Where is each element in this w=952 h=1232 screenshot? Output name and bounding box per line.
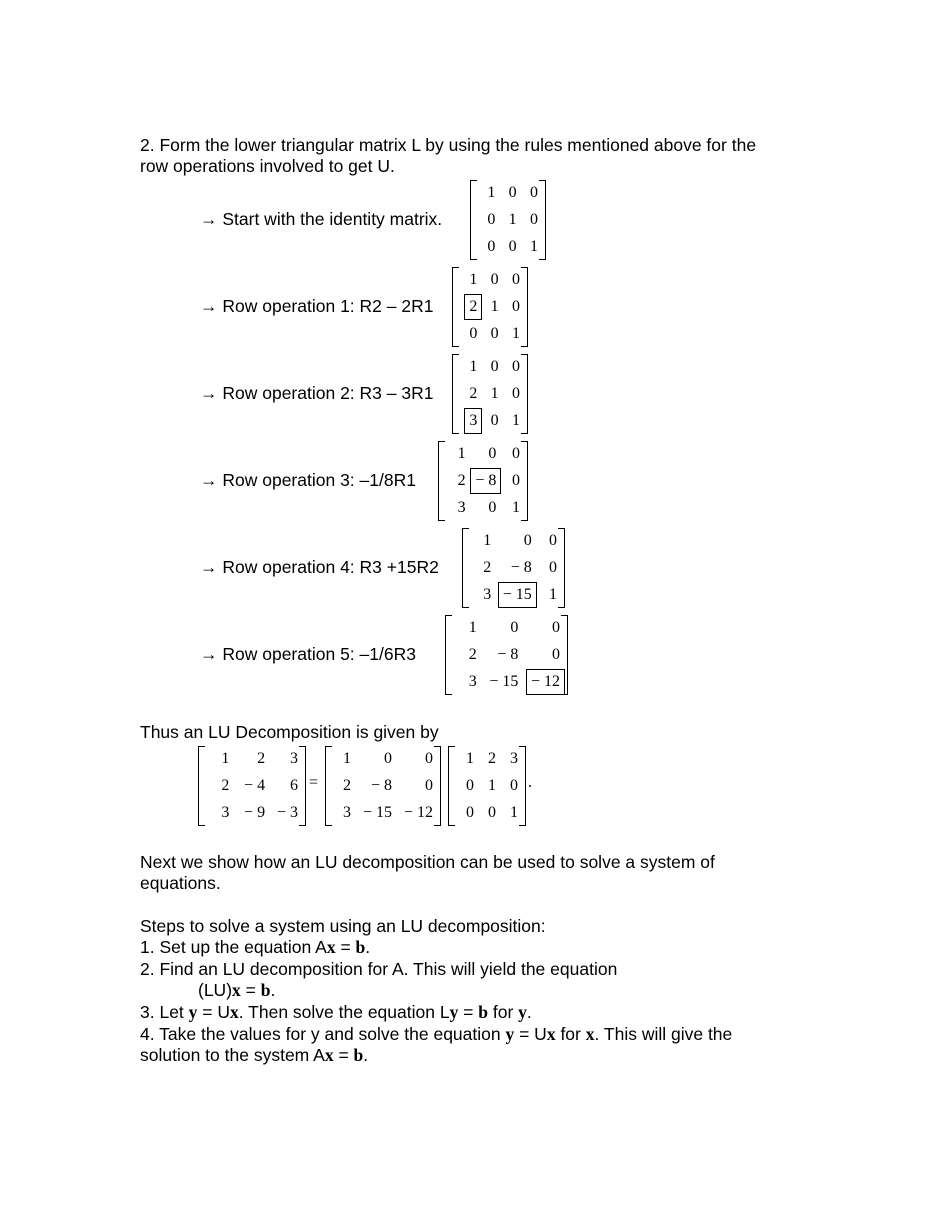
vec-y: y — [518, 1002, 527, 1022]
right-bracket — [558, 528, 565, 608]
matrix-step-0 — [470, 180, 546, 260]
vec-b: b — [478, 1002, 488, 1022]
matrix-entry: 0 — [466, 803, 474, 821]
right-bracket — [434, 746, 441, 826]
matrix-entry: 0 — [552, 619, 560, 637]
matrix-entry: 0 — [508, 184, 517, 202]
matrix-entry: 0 — [549, 532, 557, 550]
text: . — [365, 937, 371, 957]
right-bracket — [561, 615, 568, 695]
matrix-entry: 0 — [425, 750, 433, 768]
matrix-entry: 2 — [343, 776, 352, 794]
row-operation-label: → Row operation 1: R2 – 2R1 — [200, 296, 434, 316]
equals-sign: = — [309, 774, 319, 791]
matrix-entry: − 8 — [370, 776, 393, 794]
matrix-entry: 0 — [530, 184, 538, 202]
matrix-entry: 0 — [512, 297, 520, 315]
matrix-entry: 1 — [512, 498, 520, 516]
vec-y: y — [188, 1002, 198, 1022]
matrix-entry: 0 — [552, 645, 560, 663]
text: for — [488, 1002, 519, 1022]
matrix-entry: 1 — [457, 445, 466, 463]
highlighted-entry: − 8 — [475, 471, 497, 489]
matrix-entry: 3 — [468, 672, 477, 690]
matrix-entry: 1 — [343, 750, 352, 768]
matrix-entry: 1 — [466, 750, 474, 768]
matrix-entry: 1 — [512, 411, 520, 429]
matrix-entry: 0 — [466, 776, 474, 794]
matrix-entry: 2 — [468, 645, 477, 663]
matrix-entry: 0 — [523, 532, 532, 550]
row-operation-label: → Start with the identity matrix. — [200, 209, 443, 229]
matrix-entry: 3 — [343, 803, 352, 821]
text: . — [363, 1045, 369, 1065]
matrix-entry: 1 — [469, 358, 478, 376]
step2-line2: row operations involved to get U. — [140, 156, 395, 176]
matrix-entry: − 4 — [244, 776, 266, 794]
matrix-entry: − 3 — [276, 803, 298, 821]
matrix-entry: − 15 — [362, 803, 393, 821]
matrix-entry: − 12 — [403, 803, 433, 821]
matrix-entry: 1 — [487, 184, 496, 202]
matrix-entry: 0 — [488, 498, 497, 516]
matrix-L — [325, 746, 441, 826]
text: . — [270, 980, 276, 1000]
row-operation-label: → Row operation 2: R3 – 3R1 — [200, 383, 434, 403]
text: = — [240, 980, 261, 1000]
matrix-step-3 — [438, 441, 528, 521]
matrix-entry: 0 — [512, 445, 520, 463]
matrix-entry: 0 — [490, 271, 499, 289]
text: = U — [514, 1024, 547, 1044]
vec-x: x — [546, 1024, 556, 1044]
right-bracket — [539, 180, 546, 260]
matrix-entry: 3 — [221, 803, 230, 821]
matrix-step-4 — [462, 528, 565, 608]
text: = — [333, 1045, 354, 1065]
text: solution to the system A — [140, 1045, 325, 1065]
matrix-entry: 0 — [490, 411, 499, 429]
matrix-entry: 2 — [457, 471, 466, 489]
step2-line1: 2. Form the lower triangular matrix L by using the rules mentioned above for the — [140, 135, 757, 155]
right-bracket — [521, 354, 528, 434]
matrix-U — [448, 746, 526, 826]
matrix-entry: 1 — [221, 750, 230, 768]
matrix-entry: 0 — [488, 445, 497, 463]
matrix-step-1 — [452, 267, 528, 347]
text: . Then solve the equation L — [238, 1002, 450, 1022]
matrix-entry: 0 — [508, 237, 517, 255]
highlighted-entry: − 12 — [530, 672, 560, 690]
text: 4. Take the values for y and solve the equation — [140, 1024, 506, 1044]
vec-b: b — [260, 980, 271, 1000]
matrix-entry: 0 — [512, 471, 520, 489]
matrix-entry: 3 — [510, 750, 518, 768]
lu-intro: Thus an LU Decomposition is given by — [140, 722, 439, 742]
matrix-entry: 0 — [512, 271, 520, 289]
right-bracket — [299, 746, 306, 826]
steps-title: Steps to solve a system using an LU decomposition: — [140, 916, 546, 936]
next-line1: Next we show how an LU decomposition can be used to solve a system of — [140, 852, 715, 872]
text: for — [555, 1024, 586, 1044]
step-4 — [140, 1024, 732, 1045]
matrix-entry: 1 — [530, 237, 538, 255]
matrix-step-2 — [452, 354, 528, 434]
step-2: 2. Find an LU decomposition for A. This will yield the equation — [140, 959, 618, 979]
right-bracket — [521, 267, 528, 347]
right-bracket — [519, 746, 526, 826]
matrix-entry: 1 — [549, 585, 557, 603]
matrix-step-5 — [445, 615, 568, 695]
vec-x: x — [326, 937, 336, 957]
matrix-entry: 0 — [549, 558, 557, 576]
matrix-entry: 1 — [468, 619, 477, 637]
next-line2: equations. — [140, 873, 221, 893]
text: = — [458, 1002, 479, 1022]
vec-x: x — [232, 980, 241, 1000]
text: 1. Set up the equation A — [140, 937, 327, 957]
vec-y: y — [505, 1024, 515, 1044]
row-operation-label: → Row operation 4: R3 +15R2 — [200, 557, 439, 577]
row-operation-label: → Row operation 3: –1/8R1 — [200, 470, 416, 490]
highlighted-entry: − 15 — [502, 585, 532, 603]
matrix-entry: 0 — [490, 324, 499, 342]
matrix-entry: 0 — [490, 358, 499, 376]
matrix-entry: 0 — [384, 750, 393, 768]
matrix-entry: 2 — [488, 750, 496, 768]
step-4-line2 — [140, 1045, 368, 1066]
matrix-entry: 3 — [290, 750, 298, 768]
matrix-entry: 1 — [512, 324, 520, 342]
matrix-entry: 2 — [483, 558, 492, 576]
vec-x: x — [585, 1024, 595, 1044]
text: = U — [197, 1002, 230, 1022]
matrix-entry: 3 — [483, 585, 492, 603]
step-3 — [140, 1002, 532, 1023]
matrix-entry: 0 — [469, 324, 478, 342]
text: . This will give the — [594, 1024, 733, 1044]
matrix-entry: 0 — [425, 776, 433, 794]
matrix-entry: 0 — [510, 619, 519, 637]
matrix-entry: 2 — [257, 750, 266, 768]
matrix-entry: 0 — [512, 358, 520, 376]
matrix-entry: 0 — [488, 803, 496, 821]
text: 3. Let — [140, 1002, 189, 1022]
step-1 — [140, 937, 370, 958]
matrix-entry: 1 — [490, 384, 499, 402]
matrix-entry: − 8 — [497, 645, 519, 663]
matrix-entry: 1 — [483, 532, 492, 550]
matrix-entry: 3 — [457, 498, 466, 516]
matrix-entry: 1 — [510, 803, 518, 821]
vec-x: x — [230, 1002, 239, 1022]
period: . — [528, 774, 532, 791]
highlighted-entry: 3 — [469, 411, 478, 429]
matrix-A — [198, 746, 306, 826]
matrix-entry: 2 — [221, 776, 230, 794]
matrix-entry: − 15 — [489, 672, 519, 690]
matrix-entry: − 8 — [510, 558, 532, 576]
matrix-entry: 0 — [487, 210, 496, 228]
text: = — [335, 937, 356, 957]
row-operation-label: → Row operation 5: –1/6R3 — [200, 644, 416, 664]
step-2-equation — [198, 980, 275, 1001]
matrix-entry: 6 — [290, 776, 298, 794]
right-bracket — [521, 441, 528, 521]
matrix-entry: 1 — [508, 210, 517, 228]
matrix-entry: − 9 — [244, 803, 266, 821]
vec-b: b — [355, 937, 366, 957]
matrix-entry: 1 — [488, 776, 496, 794]
matrix-entry: 2 — [469, 384, 478, 402]
matrix-entry: 0 — [487, 237, 496, 255]
vec-x: x — [324, 1045, 334, 1065]
text: (LU) — [198, 980, 233, 1000]
matrix-entry: 0 — [512, 384, 520, 402]
highlighted-entry: 2 — [469, 297, 478, 315]
matrix-entry: 1 — [469, 271, 478, 289]
vec-y: y — [449, 1002, 459, 1022]
matrix-entry: 0 — [530, 210, 538, 228]
vec-b: b — [353, 1045, 364, 1065]
text: . — [526, 1002, 532, 1022]
matrix-entry: 0 — [510, 776, 518, 794]
matrix-entry: 1 — [490, 297, 499, 315]
